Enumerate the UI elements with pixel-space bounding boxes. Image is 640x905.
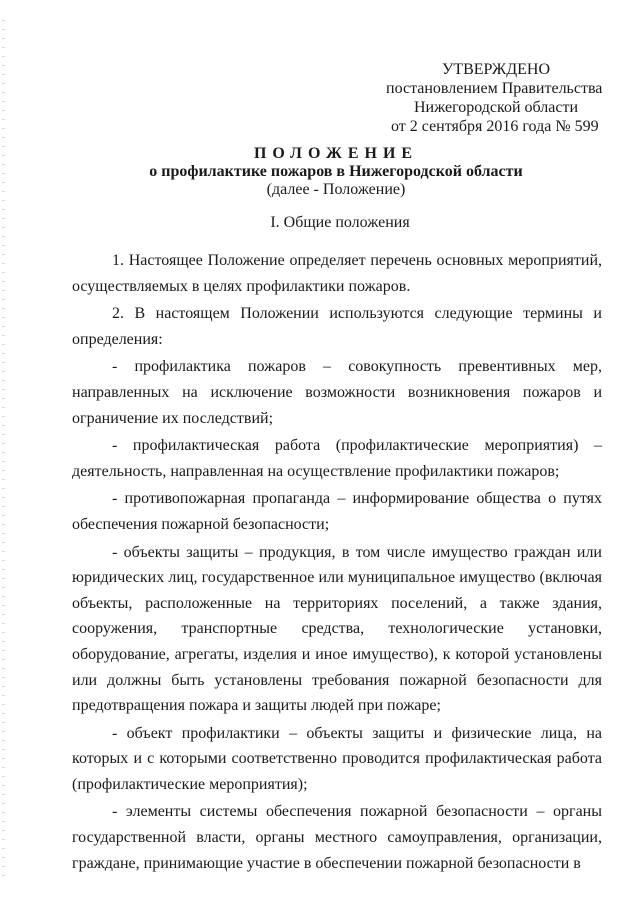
approval-title: УТВЕРЖДЕНО	[442, 61, 551, 78]
approval-line-2: Нижегородской области	[414, 99, 579, 116]
definition-system-elements: - элементы системы обеспечения пожарной безопасности – органы государственной власти, органы местного самоуправления, организации, граждане, принимающие участие в обеспечении пожарной безопасности в	[72, 803, 602, 872]
document-body	[72, 248, 602, 876]
definition-preventive-work: - профилактическая работа (профилактические мероприятия) – деятельность, направленная на осуществление профилактики пожаров;	[72, 437, 602, 480]
approval-line-3: от 2 сентября 2016 года № 599	[391, 118, 599, 135]
section-title: I. Общие положения	[270, 214, 410, 231]
paragraph-2: 2. В настоящем Положении используются следующие термины и определения:	[72, 305, 602, 348]
definition-propaganda: - противопожарная пропаганда – информирование общества о путях обеспечения пожарной безопасности;	[72, 490, 602, 533]
paragraph-1: 1. Настоящее Положение определяет перечень основных мероприятий, осуществляемых в целях профилактики пожаров.	[72, 252, 602, 295]
definition-prevention-object: - объект профилактики – объекты защиты и физические лица, на которых и с которыми соответственно проводится профилактическая работа (профилактические мероприятия);	[72, 724, 602, 793]
approval-line-1: постановлением Правительства	[386, 80, 603, 97]
document-note: (далее - Положение)	[266, 181, 406, 198]
definition-protection-objects: - объекты защиты – продукция, в том числе имущество граждан или юридических лиц, государственное или муниципальное имущество (включая объекты, расположенные на территориях поселений, а также здания, сооружения, транспортные средства, технологические установки, оборудование, агрегаты, изделия и иное имущество), к которой установлены или должны быть установлены требования пожарной безопасности для предотвращения пожара и защиты людей при пожаре;	[72, 543, 602, 715]
document-subtitle: о профилактике пожаров в Нижегородской области	[149, 163, 523, 180]
document-title: ПОЛОЖЕНИЕ	[253, 145, 419, 162]
definition-prevention: - профилактика пожаров – совокупность превентивных мер, направленных на исключение возможности возникновения пожаров и ограничение их последствий;	[72, 358, 602, 427]
